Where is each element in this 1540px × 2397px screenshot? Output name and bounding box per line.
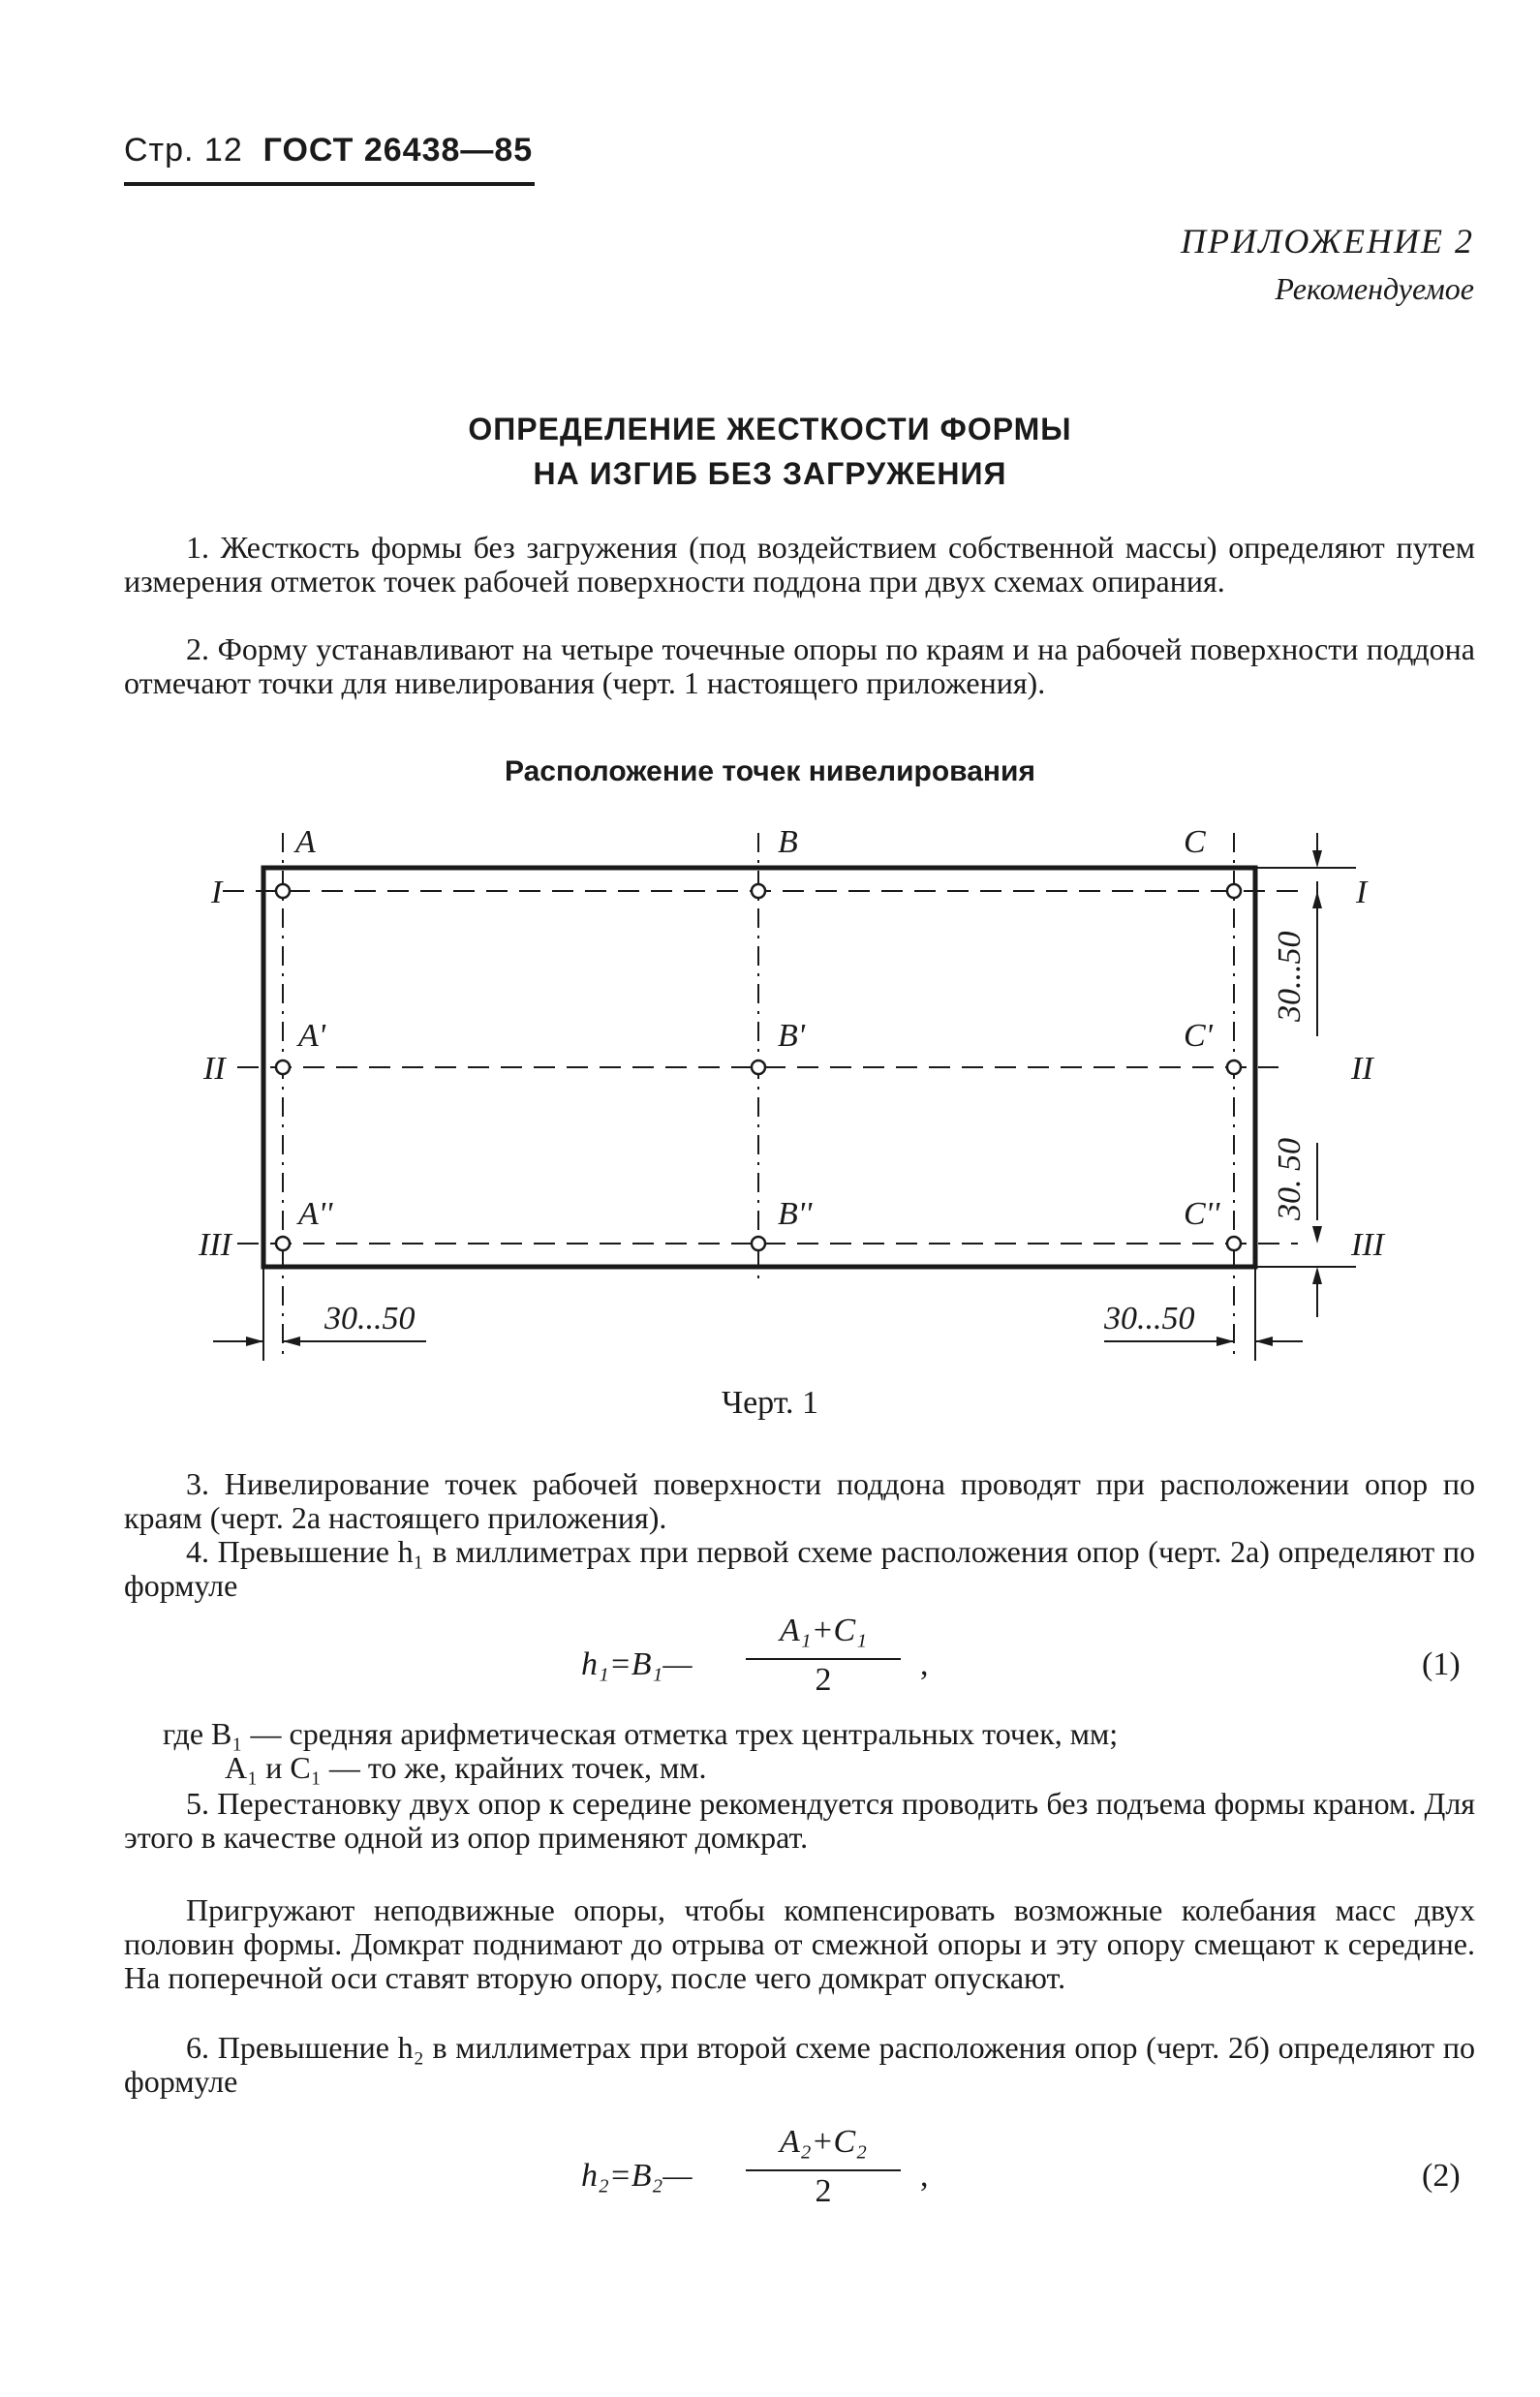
section-label-right-2: II [1351, 1051, 1373, 1087]
label-b: B [778, 824, 798, 860]
dim-right-bottom: 30. 50 [1272, 1138, 1308, 1220]
paragraph-3: 3. Нивелирование точек рабочей поверхности поддона проводят при расположении опор по краям (черт. 2а настоящего приложения). [124, 1466, 1475, 1535]
label-c: C [1184, 824, 1206, 860]
page-number: Стр. 12 [124, 132, 243, 169]
header-rule [124, 182, 535, 186]
point-a [276, 884, 290, 898]
point-c-prime [1227, 1060, 1241, 1074]
formula-2-number: (2) [1422, 2158, 1461, 2194]
point-a-double [276, 1237, 290, 1250]
point-b-double [752, 1237, 765, 1250]
formula-2-fraction-bar [746, 2169, 901, 2171]
paragraph-2: 2. Форму устанавливают на четыре точечные опоры по краям и на рабочей поверхности поддона отмечают точки для нивелирования (черт. 1 настоящего приложения). [124, 631, 1475, 700]
label-b-double: B'' [778, 1196, 813, 1232]
formula-2-numerator: A₂+C₂ [779, 2124, 868, 2160]
paragraph-5b: Пригружают неподвижные опоры, чтобы компенсировать возможные колебания масс двух половин формы. Домкрат поднимают до отрыва от смежной опоры и эту опору смещают к середине. На поперечной оси ставят вторую опору, после чего домкрат опускают. [124, 1892, 1475, 1995]
paragraph-4: 4. Превышение h₁ в миллиметрах при первой схеме расположения опор (черт. 2а) определяют по формуле [124, 1534, 1475, 1603]
paragraph-5: 5. Перестановку двух опор к середине рекомендуется проводить без подъема формы краном. Для этого в качестве одной из опор применяют домкрат. [124, 1786, 1475, 1855]
formula-1-denominator: 2 [815, 1662, 832, 1698]
formula-1-number: (1) [1422, 1646, 1461, 1682]
paragraph-6: 6. Превышение h₂ в миллиметрах при второй схеме расположения опор (черт. 2б) определяют по формуле [124, 2030, 1475, 2099]
where-line-2: A₁ и C₁ — то же, крайних точек, мм. [225, 1750, 707, 1785]
formula-2-comma: , [920, 2158, 929, 2194]
section-label-left-3: III [199, 1227, 231, 1263]
section-label-right-1: I [1356, 875, 1368, 910]
appendix-title: ПРИЛОЖЕНИЕ 2 [1181, 222, 1474, 261]
formula-2-denominator: 2 [815, 2173, 832, 2209]
label-c-prime: C' [1184, 1018, 1213, 1054]
dim-bottom-right: 30...50 [1104, 1301, 1195, 1337]
document-title [0, 407, 1540, 496]
figure-caption: Черт. 1 [721, 1385, 819, 1421]
title-line-1: ОПРЕДЕЛЕНИЕ ЖЕСТКОСТИ ФОРМЫ [468, 412, 1072, 446]
label-b-prime: B' [778, 1018, 806, 1054]
point-b-prime [752, 1060, 765, 1074]
point-c [1227, 884, 1241, 898]
leveling-points-figure [0, 814, 1540, 1375]
standard-number: ГОСТ 26438—85 [262, 132, 534, 169]
where-line-1: где B₁ — средняя арифметическая отметка трех центральных точек, мм; [163, 1716, 1119, 1751]
formula-1-lhs: h₁=B₁— [581, 1646, 693, 1682]
figure-title: Расположение точек нивелирования [505, 755, 1035, 787]
label-a: A [295, 824, 316, 860]
section-label-left-2: II [203, 1051, 226, 1087]
point-a-prime [276, 1060, 290, 1074]
point-b [752, 884, 765, 898]
dim-right-top: 30...50 [1272, 931, 1308, 1022]
paragraph-1: 1. Жесткость формы без загружения (под воздействием собственной массы) определяют путем измерения отметок точек рабочей поверхности поддона при двух схемах опирания. [124, 530, 1475, 599]
page-header [124, 132, 533, 169]
formula-1-numerator: A₁+C₁ [779, 1613, 868, 1648]
label-c-double: C'' [1184, 1196, 1220, 1232]
title-line-2: НА ИЗГИБ БЕЗ ЗАГРУЖЕНИЯ [533, 456, 1007, 491]
label-a-double: A'' [298, 1196, 333, 1232]
dim-bottom-left: 30...50 [324, 1301, 416, 1337]
label-a-prime: A' [298, 1018, 326, 1054]
point-c-double [1227, 1237, 1241, 1250]
section-label-left-1: I [211, 875, 223, 910]
appendix-label [1181, 221, 1474, 307]
formula-1-comma: , [920, 1646, 929, 1682]
section-label-right-3: III [1351, 1227, 1384, 1263]
formula-1-fraction-bar [746, 1658, 901, 1660]
appendix-status: Рекомендуемое [1275, 271, 1474, 306]
formula-2-lhs: h₂=B₂— [581, 2158, 693, 2194]
